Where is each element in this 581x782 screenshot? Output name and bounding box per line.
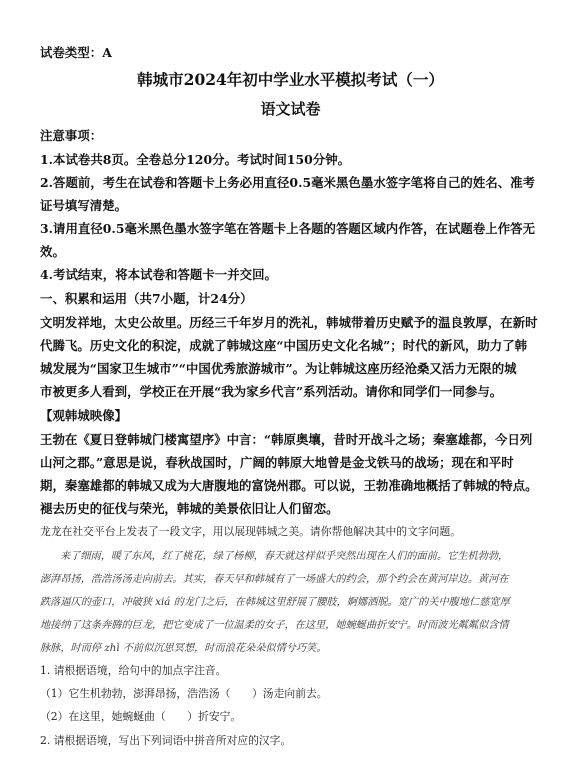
section-heading: 一、积累和运用（共7小题，计24分） [40,291,253,306]
wangbo-line: 期，秦塞雄都的韩城又成为大唐腹地的富饶州郡。可以说，王勃准确地概括了韩城的特点。 [40,478,538,493]
passage-line: 地接纳了这条奔腾的巨龙，把它变成了一位温柔的女子，在这里，她蜿蜒曲折安宁。时而波光粼粼似含情 [40,620,509,631]
question-1: 1. 请根据语境，给句中的加点字注音。 [40,664,227,677]
notice-line: 3.请用直径0.5毫米黑色墨水签字笔在答题卡上各题的答题区域内作答，在试题卷上作答无 [40,221,536,236]
wangbo-line: 王勃在《夏日登韩城门楼寓望序》中言：“韩原奥壤，昔时开战斗之场；秦塞雄都，今日列 [40,432,533,447]
question-1-item: （2）在这里，她蜿蜒曲（ ）折安宁。 [40,710,242,723]
notice-line: 1.本试卷共8页。全卷总分120分。考试时间150分钟。 [40,152,351,167]
intro-line: 城发展为“国家卫生城市”“中国优秀旅游城市”。为让韩城这座历经沧桑又活力无限的城 [40,361,517,376]
wangbo-line: 褪去历史的征伐与荣光，韩城的美景依旧让人们留恋。 [40,501,339,516]
passage-line: 澎湃昂扬，浩浩汤汤走向前去。其实，春天早和韩城有了一场盛大的约会，那个约会在黄河岸边。黄河在 [40,574,509,585]
post-intro: 龙龙在社交平台上发表了一段文字，用以展现韩城之美。请你帮他解决其中的文字问题。 [40,525,462,538]
passage-line: 脉脉，时而停 zhì 不前似沉思冥想，时而浪花朵朵似情兮巧笑。 [40,643,327,654]
notice-heading: 注意事项： [40,128,103,143]
question-2: 2. 请根据语境，写出下列词语中拼音所对应的汉字。 [40,734,292,747]
subsection-heading: 【观韩城映像】 [40,408,128,423]
intro-line: 代腾飞。历史文化的积淀，成就了韩城这座“中国历史文化名城”；时代的新风，助力了韩 [40,338,528,353]
notice-line: 证号填写清楚。 [40,198,128,213]
intro-line: 市被更多人看到，学校正在开展“我为家乡代言”系列活动。请你和同学们一同参与。 [40,384,503,399]
notice-line: 2.答题前，考生在试卷和答题卡上务必用直径0.5毫米黑色墨水签字笔将自己的姓名、准考 [40,175,536,190]
notice-line: 4.考试结束，将本试卷和答题卡一并交回。 [40,267,277,282]
wangbo-line: 山河之郡。”意思是说，春秋战国时，广阔的韩原大地曾是金戈铁马的战场；现在和平时 [40,455,514,470]
question-1-item: （1）它生机勃勃，澎湃昂扬，浩浩汤（ ）汤走向前去。 [40,687,328,700]
exam-title: 韩城市2024年初中学业水平模拟考试（一） [137,70,444,89]
intro-line: 文明发祥地，太史公故里。历经三千年岁月的洗礼，韩城带着历史赋予的温良敦厚，在新时 [40,315,538,330]
passage-line: 跌落逼仄的壶口，冲破狭 xiá 的龙门之后，在韩城这里舒展了腰肢，婀娜洒脱。宽广的关中腹地仁慈宽厚 [40,597,510,608]
exam-subtitle: 语文试卷 [260,100,321,118]
passage-line: 来了细雨，暖了东风，红了桃花，绿了杨柳，春天就这样似乎突然出现在人们的面前。它生机勃勃， [60,551,509,562]
notice-line: 效。 [40,244,65,259]
paper-type: 试卷类型：A [40,45,112,60]
